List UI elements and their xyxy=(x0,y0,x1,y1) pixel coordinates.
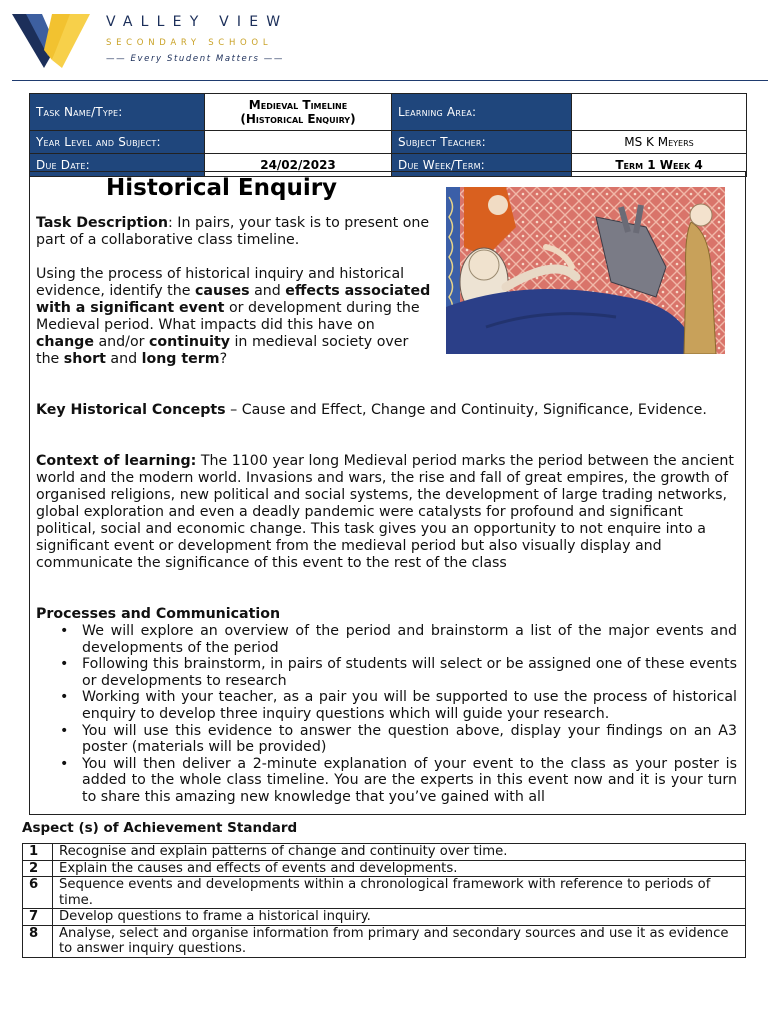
achievement-text: Develop questions to frame a historical inquiry. xyxy=(53,909,746,926)
inquiry-bold-continuity: continuity xyxy=(148,334,230,350)
key-concepts xyxy=(36,402,736,419)
inquiry-text-7: ? xyxy=(219,351,228,367)
inquiry-paragraph xyxy=(36,266,436,368)
achievement-title: Aspect (s) of Achievement Standard xyxy=(22,820,298,836)
inquiry-text-5: in medieval society over the xyxy=(36,334,409,367)
processes-list xyxy=(36,623,737,806)
inquiry-text-3: or development during the Medieval period. What impacts did this have on xyxy=(36,300,420,333)
inquiry-bold-causes: causes xyxy=(194,283,250,299)
task-name-value xyxy=(205,94,392,131)
achievement-num: 7 xyxy=(23,909,53,926)
year-level-value xyxy=(205,131,392,154)
learning-area-label: Learning Area: xyxy=(392,94,572,131)
list-item: • Working with your teacher, as a pair you will be supported to use the process of historical enquiry to develop three inquiry questions which will guide your research. xyxy=(36,689,737,722)
inquiry-bold-change: change xyxy=(36,334,94,350)
processes-heading: Processes and Communication xyxy=(36,606,281,622)
inquiry-text-4: and/or xyxy=(93,334,149,350)
due-week-label: Due Week/Term: xyxy=(392,154,572,177)
inquiry-bold-effects: effects associated with a significant event xyxy=(36,283,431,316)
school-subtitle: SECONDARY SCHOOL xyxy=(106,38,273,48)
school-motto: Every Student Matters xyxy=(130,54,260,64)
school-header xyxy=(0,0,768,82)
list-item: • Following this brainstorm, in pairs of students will select or be assigned one of these events or developments to research xyxy=(36,656,737,689)
achievement-text: Analyse, select and organise information from primary and secondary sources and use it as evidence to answer inquiry questions. xyxy=(53,925,746,957)
inquiry-text-2: and xyxy=(249,283,286,299)
subject-teacher-value: MS K Meyers xyxy=(572,131,747,154)
achievement-text: Recognise and explain patterns of change and continuity over time. xyxy=(53,844,746,861)
achievement-text: Sequence events and developments within a chronological framework with reference to periods of time. xyxy=(53,877,746,909)
task-description-text: : In pairs, your task is to present one part of a collaborative class timeline. xyxy=(36,215,430,248)
table-row xyxy=(23,925,746,957)
inquiry-bold-long-term: long term xyxy=(141,351,220,367)
due-date-value: 24/02/2023 xyxy=(205,154,392,177)
achievement-num: 8 xyxy=(23,925,53,957)
task-description-box xyxy=(29,171,746,815)
year-level-label: Year Level and Subject: xyxy=(30,131,205,154)
due-date-label: Due Date: xyxy=(30,154,205,177)
inquiry-text-1: Using the process of historical inquiry and historical evidence, identify the xyxy=(36,266,405,299)
context-label: Context of learning: xyxy=(36,453,197,469)
page-title: Historical Enquiry xyxy=(106,175,338,201)
school-logo-icon xyxy=(12,10,90,68)
table-row xyxy=(23,860,746,877)
inquiry-text-6: and xyxy=(105,351,142,367)
motto-dash-right: —— xyxy=(259,54,285,64)
due-week-value: Term 1 Week 4 xyxy=(572,154,747,177)
task-description xyxy=(36,215,436,249)
key-concepts-text: – Cause and Effect, Change and Continuity, Significance, Evidence. xyxy=(225,402,707,418)
task-name-line1: Medieval Timeline xyxy=(248,98,348,112)
achievement-table xyxy=(22,843,746,958)
header-divider xyxy=(12,80,768,81)
achievement-num: 1 xyxy=(23,844,53,861)
inquiry-bold-short: short xyxy=(63,351,106,367)
medieval-manuscript-image xyxy=(446,187,725,354)
list-item: • We will explore an overview of the period and brainstorm a list of the major events and developments of the period xyxy=(36,623,737,656)
task-name-line2: (Historical Enquiry) xyxy=(240,112,356,126)
key-concepts-label: Key Historical Concepts xyxy=(36,402,226,418)
context-text: The 1100 year long Medieval period marks the period between the ancient world and the modern world. Invasions and wars, the rise and fall of great empires, the growth of organised religions, new political and social systems, the development of large trading networks, global exploration and even a deadly pandemic were catalysts for profound and significant political, social and economic change. This task gives you an opportunity to not enquire into a significant event or development from the medieval period but also visually display and communicate the significance of this event to the rest of the class xyxy=(36,453,734,571)
achievement-num: 6 xyxy=(23,877,53,909)
task-name-label: Task Name/Type: xyxy=(30,94,205,131)
achievement-text: Explain the causes and effects of events and developments. xyxy=(53,860,746,877)
table-row xyxy=(23,877,746,909)
motto-dash-left: —— xyxy=(106,54,131,64)
list-item: • You will use this evidence to answer the question above, display your findings on an A3 poster (materials will be provided) xyxy=(36,723,737,756)
table-row xyxy=(23,844,746,861)
achievement-num: 2 xyxy=(23,860,53,877)
learning-area-value xyxy=(572,94,747,131)
list-item: • You will then deliver a 2-minute explanation of your event to the class as your poster is added to the whole class timeline. You are the experts in this event now and it is your turn to share this amazing new knowledge that you’ve gained with all xyxy=(36,756,737,806)
task-description-label: Task Description xyxy=(36,215,169,231)
school-name: VALLEY VIEW xyxy=(106,14,289,30)
context-of-learning xyxy=(36,453,736,572)
school-motto-line xyxy=(106,54,284,64)
table-row xyxy=(23,909,746,926)
subject-teacher-label: Subject Teacher: xyxy=(392,131,572,154)
task-info-table xyxy=(29,93,747,177)
